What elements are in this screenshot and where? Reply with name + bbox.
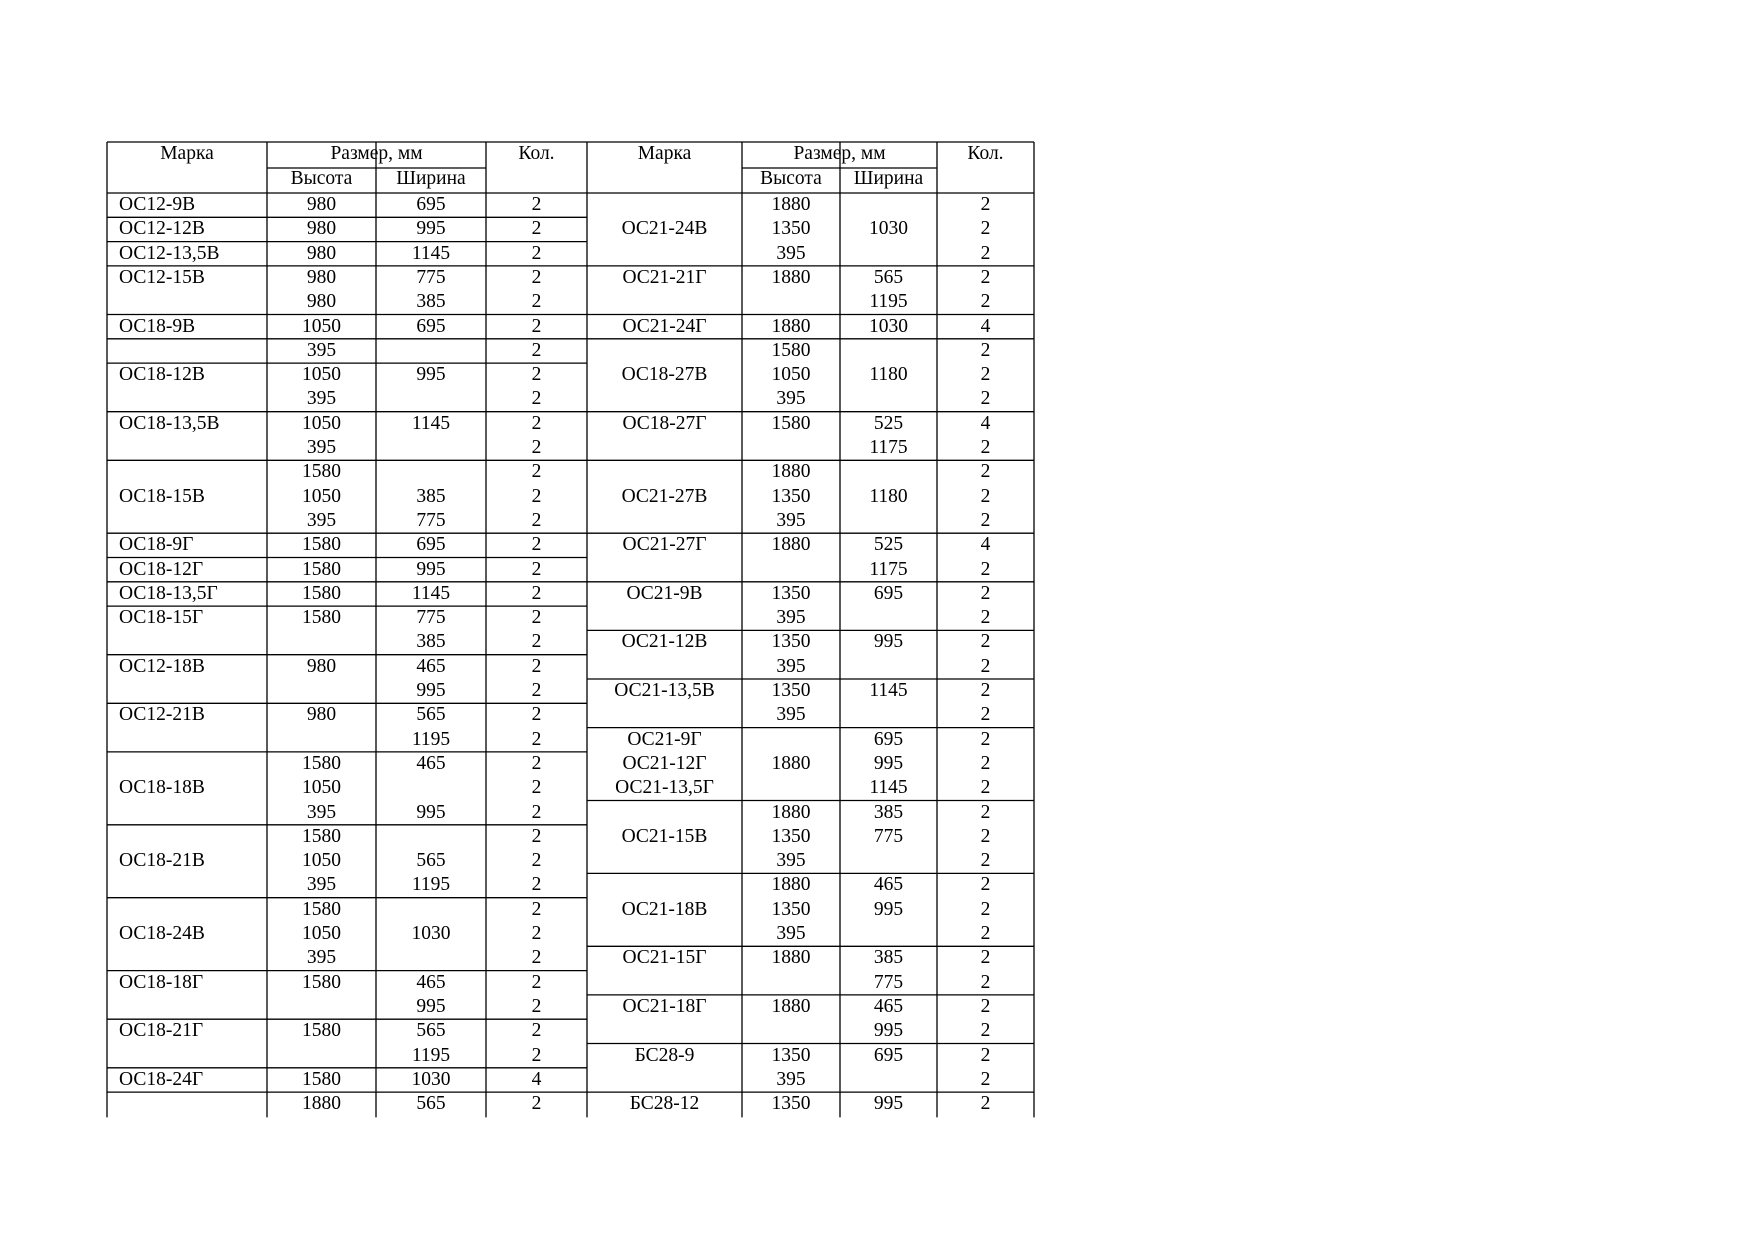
mark-cell: ОС21-9В	[626, 582, 703, 604]
width-cell: 695	[416, 194, 446, 215]
width-cell: 1030	[411, 923, 451, 944]
qty-cell: 2	[980, 558, 991, 580]
height-cell: 980	[306, 242, 337, 264]
height-cell: 1880	[771, 752, 811, 774]
mark-cell: ОС21-13,5Г	[615, 777, 714, 799]
height-cell: 395	[776, 242, 806, 264]
height-cell: 1580	[302, 461, 341, 483]
width-cell: 1145	[869, 680, 908, 701]
header-mark-right: Марка	[637, 143, 692, 164]
header-size-right: Размер, мм	[793, 143, 886, 164]
qty-cell: 2	[980, 266, 991, 288]
width-cell: 1030	[869, 218, 908, 240]
width-cell: 695	[416, 534, 446, 556]
height-cell: 395	[776, 509, 806, 531]
height-cell: 1050	[771, 364, 811, 386]
mark-cell: ОС21-12Г	[622, 752, 707, 774]
mark-cell: ОС21-15В	[621, 825, 708, 847]
width-cell: 995	[873, 1020, 904, 1042]
qty-cell: 2	[980, 631, 991, 653]
mark-cell: ОС18-24Г	[119, 1068, 204, 1090]
mark-cell: ОС18-24В	[119, 923, 205, 944]
qty-cell: 2	[531, 242, 542, 264]
qty-cell: 2	[531, 680, 542, 701]
height-cell: 980	[306, 266, 337, 288]
width-cell: 995	[416, 218, 446, 240]
height-cell: 1350	[771, 1044, 811, 1066]
width-cell: 995	[873, 752, 904, 774]
width-cell: 995	[416, 995, 446, 1017]
qty-cell: 2	[531, 364, 542, 386]
qty-cell: 2	[531, 631, 542, 653]
qty-cell: 2	[531, 971, 542, 993]
height-cell: 1050	[302, 850, 341, 872]
qty-cell: 2	[980, 582, 991, 604]
width-cell: 1195	[869, 291, 908, 313]
width-cell: 995	[416, 801, 446, 823]
mark-cell: ОС12-12В	[119, 218, 205, 240]
width-cell: 775	[416, 607, 446, 629]
qty-cell: 2	[980, 801, 991, 823]
width-cell: 1195	[411, 1044, 451, 1066]
height-cell: 980	[306, 704, 337, 726]
width-cell: 1180	[869, 485, 908, 507]
width-cell: 775	[416, 266, 446, 288]
mark-cell: ОС21-21Г	[622, 266, 707, 288]
height-cell: 395	[776, 655, 806, 677]
qty-cell: 2	[980, 364, 991, 386]
qty-cell: 2	[531, 291, 542, 313]
qty-cell: 2	[980, 291, 991, 313]
qty-cell: 2	[531, 607, 542, 629]
height-cell: 1350	[771, 898, 811, 920]
qty-cell: 2	[980, 825, 991, 847]
width-cell: 465	[416, 655, 446, 677]
mark-cell: ОС21-18В	[621, 898, 708, 920]
qty-cell: 2	[531, 1020, 542, 1042]
height-cell: 1350	[771, 1093, 811, 1115]
qty-cell: 2	[980, 437, 991, 458]
mark-cell: ОС18-21Г	[119, 1020, 204, 1042]
width-cell: 465	[873, 995, 904, 1017]
qty-cell: 4	[980, 315, 991, 337]
height-cell: 1880	[771, 534, 811, 556]
width-cell: 385	[873, 947, 904, 969]
width-cell: 695	[873, 582, 904, 604]
width-cell: 1175	[869, 558, 908, 580]
width-cell: 385	[416, 631, 446, 653]
height-cell: 1580	[771, 412, 811, 434]
height-cell: 1580	[302, 752, 341, 774]
width-cell: 385	[416, 291, 446, 313]
height-cell: 1880	[771, 801, 811, 823]
mark-cell: ОС18-27Г	[622, 412, 707, 434]
width-cell: 995	[416, 364, 446, 386]
mark-cell: ОС21-9Г	[627, 728, 702, 750]
mark-cell: БС28-9	[634, 1044, 695, 1066]
qty-cell: 2	[980, 339, 991, 361]
width-cell: 775	[416, 509, 446, 531]
qty-cell: 2	[531, 339, 542, 361]
height-cell: 1050	[302, 777, 341, 799]
qty-cell: 2	[980, 1068, 991, 1090]
qty-cell: 2	[980, 752, 991, 774]
qty-cell: 2	[980, 485, 991, 507]
qty-cell: 2	[980, 947, 991, 969]
mark-cell: ОС18-13,5Г	[119, 582, 218, 604]
height-cell: 395	[776, 1068, 806, 1090]
qty-cell: 2	[531, 777, 542, 799]
height-cell: 1580	[302, 1020, 341, 1042]
qty-cell: 2	[531, 534, 542, 556]
qty-cell: 2	[531, 850, 542, 872]
qty-cell: 2	[531, 923, 542, 944]
qty-cell: 2	[531, 582, 542, 604]
width-cell: 1180	[869, 364, 908, 386]
height-cell: 1350	[771, 680, 811, 701]
qty-cell: 2	[980, 218, 991, 240]
mark-cell: ОС12-9В	[119, 194, 196, 215]
height-cell: 1580	[302, 971, 341, 993]
qty-cell: 2	[980, 874, 991, 896]
height-cell: 1050	[302, 364, 341, 386]
height-cell: 1050	[302, 923, 341, 944]
qty-cell: 2	[980, 242, 991, 264]
mark-cell: ОС12-21В	[119, 704, 205, 726]
height-cell: 395	[306, 509, 337, 531]
qty-cell: 2	[980, 388, 991, 410]
width-cell: 565	[873, 266, 904, 288]
width-cell: 1145	[869, 777, 908, 799]
width-cell: 385	[416, 485, 446, 507]
height-cell: 1350	[771, 485, 811, 507]
height-cell: 980	[306, 655, 337, 677]
width-cell: 465	[873, 874, 904, 896]
height-cell: 395	[776, 388, 806, 410]
qty-cell: 2	[531, 752, 542, 774]
width-cell: 465	[416, 752, 446, 774]
qty-cell: 2	[531, 461, 542, 483]
height-cell: 395	[306, 437, 337, 458]
width-cell: 465	[416, 971, 446, 993]
qty-cell: 2	[531, 947, 542, 969]
qty-cell: 2	[980, 680, 991, 701]
width-cell: 565	[416, 850, 446, 872]
height-cell: 1350	[771, 631, 811, 653]
width-cell: 565	[416, 1093, 446, 1115]
qty-cell: 2	[980, 995, 991, 1017]
qty-cell: 2	[531, 266, 542, 288]
qty-cell: 2	[980, 850, 991, 872]
qty-cell: 2	[980, 898, 991, 920]
qty-cell: 2	[531, 412, 542, 434]
qty-cell: 2	[531, 1093, 542, 1115]
mark-cell: ОС18-9Г	[119, 534, 194, 556]
height-cell: 1050	[302, 315, 341, 337]
mark-cell: ОС12-18В	[119, 655, 205, 677]
qty-cell: 2	[531, 485, 542, 507]
qty-cell: 2	[980, 971, 991, 993]
qty-cell: 2	[531, 437, 542, 458]
width-cell: 995	[416, 558, 446, 580]
qty-cell: 2	[980, 1020, 991, 1042]
mark-cell: ОС18-27В	[621, 364, 708, 386]
mark-cell: ОС18-15В	[119, 485, 205, 507]
height-cell: 1580	[302, 825, 341, 847]
qty-cell: 2	[531, 898, 542, 920]
mark-cell: ОС18-18В	[119, 777, 205, 799]
width-cell: 995	[873, 631, 904, 653]
mark-cell: ОС21-24В	[621, 218, 708, 240]
height-cell: 1580	[302, 607, 341, 629]
qty-cell: 4	[980, 412, 991, 434]
height-cell: 980	[306, 291, 337, 313]
mark-cell: ОС21-13,5В	[614, 680, 715, 701]
header-qty-left: Кол.	[518, 143, 555, 164]
qty-cell: 2	[980, 923, 991, 944]
height-cell: 395	[776, 704, 806, 726]
height-cell: 1880	[771, 461, 811, 483]
qty-cell: 2	[531, 388, 542, 410]
height-cell: 395	[306, 874, 337, 896]
height-cell: 1350	[771, 582, 811, 604]
qty-cell: 2	[980, 461, 991, 483]
height-cell: 1880	[771, 194, 811, 215]
qty-cell: 2	[531, 995, 542, 1017]
height-cell: 1880	[771, 947, 811, 969]
mark-cell: ОС18-12В	[119, 364, 205, 386]
qty-cell: 2	[531, 1044, 542, 1066]
mark-cell: ОС21-15Г	[622, 947, 707, 969]
height-cell: 1880	[771, 995, 811, 1017]
height-cell: 980	[306, 218, 337, 240]
height-cell: 395	[306, 339, 337, 361]
mark-cell: ОС18-13,5В	[119, 412, 220, 434]
height-cell: 1580	[302, 582, 341, 604]
mark-cell: ОС18-9В	[119, 315, 196, 337]
width-cell: 565	[416, 704, 446, 726]
header-qty-right: Кол.	[967, 143, 1004, 164]
width-cell: 525	[873, 534, 904, 556]
height-cell: 395	[776, 607, 806, 629]
height-cell: 395	[776, 850, 806, 872]
mark-cell: ОС18-12Г	[119, 558, 204, 580]
width-cell: 385	[873, 801, 904, 823]
mark-cell: ОС21-24Г	[622, 315, 707, 337]
width-cell: 1145	[411, 242, 451, 264]
width-cell: 775	[873, 825, 904, 847]
qty-cell: 2	[980, 777, 991, 799]
width-cell: 1030	[411, 1068, 451, 1090]
qty-cell: 2	[531, 655, 542, 677]
qty-cell: 2	[980, 1093, 991, 1115]
qty-cell: 2	[531, 825, 542, 847]
qty-cell: 2	[531, 315, 542, 337]
width-cell: 525	[873, 412, 904, 434]
header-height-left: Высота	[290, 168, 353, 189]
width-cell: 995	[873, 1093, 904, 1115]
qty-cell: 2	[531, 218, 542, 240]
qty-cell: 2	[531, 801, 542, 823]
mark-cell: ОС21-12В	[621, 631, 708, 653]
mark-cell: ОС18-21В	[119, 850, 205, 872]
height-cell: 1580	[302, 558, 341, 580]
width-cell: 695	[873, 728, 904, 750]
mark-cell: ОС18-18Г	[119, 971, 204, 993]
header-width-right: Ширина	[853, 168, 924, 189]
mark-cell: ОС12-13,5В	[119, 242, 220, 264]
qty-cell: 2	[531, 194, 542, 215]
mark-cell: ОС18-15Г	[119, 607, 204, 629]
height-cell: 1880	[302, 1093, 341, 1115]
width-cell: 1175	[869, 437, 908, 458]
qty-cell: 2	[531, 874, 542, 896]
qty-cell: 2	[980, 1044, 991, 1066]
height-cell: 1050	[302, 412, 341, 434]
width-cell: 565	[416, 1020, 446, 1042]
width-cell: 775	[873, 971, 904, 993]
qty-cell: 2	[980, 194, 991, 215]
qty-cell: 4	[531, 1068, 542, 1090]
width-cell: 1030	[869, 315, 908, 337]
header-height-right: Высота	[760, 168, 822, 189]
height-cell: 1580	[302, 898, 341, 920]
height-cell: 1350	[771, 825, 811, 847]
height-cell: 395	[306, 388, 337, 410]
qty-cell: 2	[980, 704, 991, 726]
mark-cell: ОС21-27Г	[622, 534, 707, 556]
mark-cell: БС28-12	[629, 1093, 700, 1115]
height-cell: 1880	[771, 315, 811, 337]
width-cell: 695	[873, 1044, 904, 1066]
height-cell: 1350	[771, 218, 811, 240]
width-cell: 1195	[411, 728, 451, 750]
qty-cell: 4	[980, 534, 991, 556]
height-cell: 1880	[771, 874, 811, 896]
height-cell: 395	[306, 801, 337, 823]
width-cell: 1195	[411, 874, 451, 896]
qty-cell: 2	[531, 728, 542, 750]
qty-cell: 2	[531, 509, 542, 531]
mark-cell: ОС12-15В	[119, 266, 205, 288]
qty-cell: 2	[980, 655, 991, 677]
qty-cell: 2	[531, 558, 542, 580]
qty-cell: 2	[980, 607, 991, 629]
header-size-left: Размер, мм	[330, 143, 423, 164]
height-cell: 395	[306, 947, 337, 969]
qty-cell: 2	[980, 509, 991, 531]
width-cell: 695	[416, 315, 446, 337]
qty-cell: 2	[531, 704, 542, 726]
mark-cell: ОС21-27В	[621, 485, 708, 507]
width-cell: 1145	[411, 582, 451, 604]
height-cell: 395	[776, 923, 806, 944]
height-cell: 1580	[302, 534, 341, 556]
mark-cell: ОС21-18Г	[622, 995, 707, 1017]
width-cell: 1145	[411, 412, 451, 434]
header-width-left: Ширина	[396, 168, 466, 189]
height-cell: 1880	[771, 266, 811, 288]
qty-cell: 2	[980, 728, 991, 750]
height-cell: 1580	[302, 1068, 341, 1090]
height-cell: 1050	[302, 485, 341, 507]
height-cell: 1580	[771, 339, 811, 361]
width-cell: 995	[873, 898, 904, 920]
height-cell: 980	[306, 194, 337, 215]
width-cell: 995	[416, 680, 446, 701]
header-mark-left: Марка	[160, 143, 214, 164]
